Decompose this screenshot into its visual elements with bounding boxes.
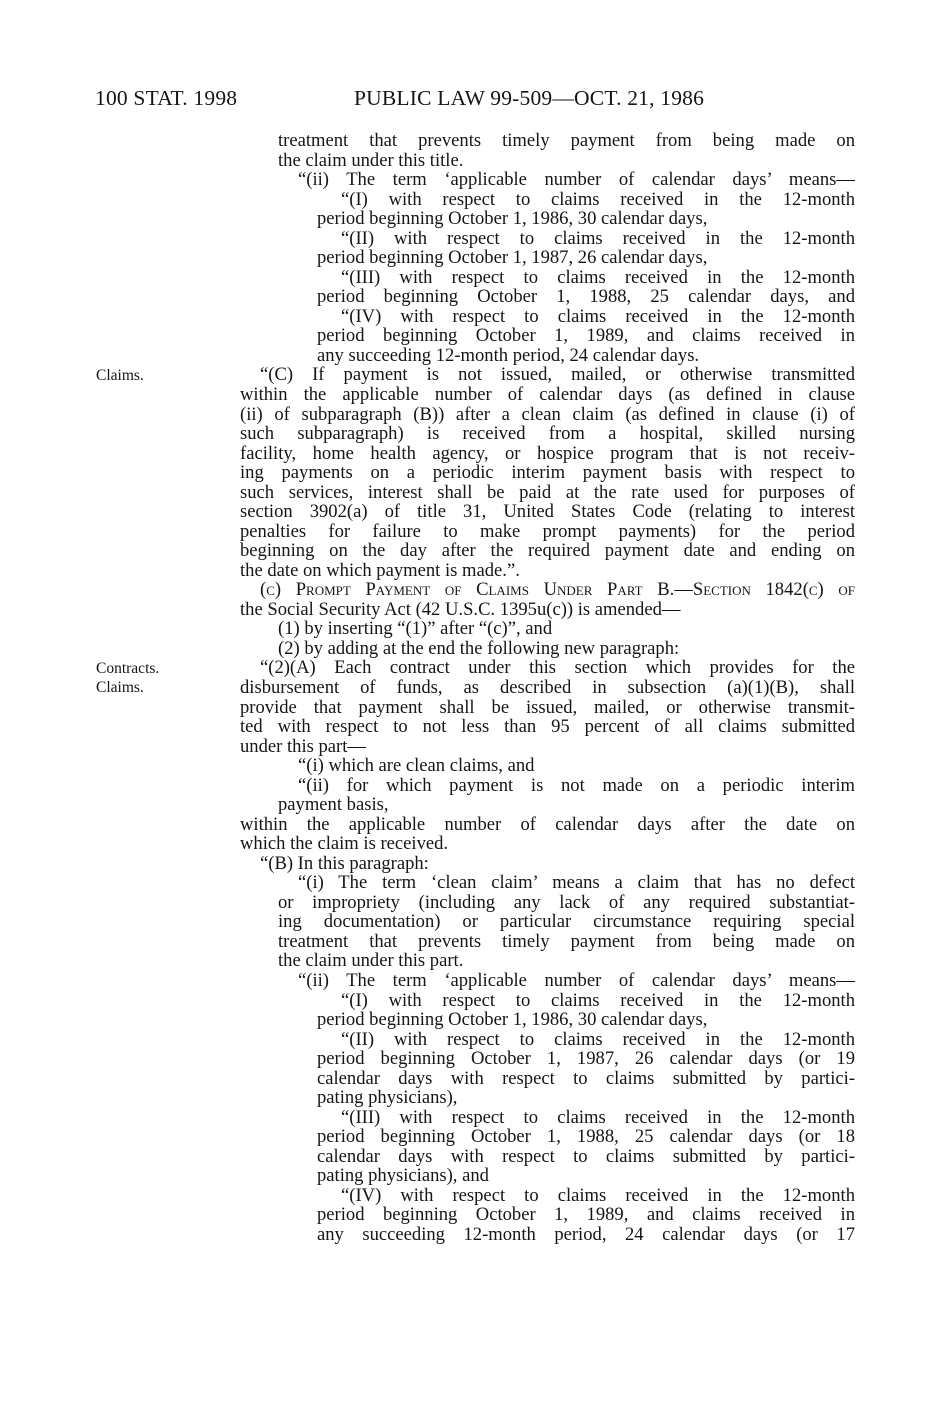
body-line: period beginning October 1, 1989, and claims received in xyxy=(317,325,855,346)
body-line: such services, interest shall be paid at the rate used for purposes of xyxy=(240,482,855,503)
body-line: beginning on the day after the required payment date and ending on xyxy=(240,540,855,561)
margin-note-contracts: Contracts. xyxy=(96,660,160,677)
body-line: “(i) which are clean claims, and xyxy=(298,755,535,776)
body-line: the Social Security Act (42 U.S.C. 1395u(c)) is amended— xyxy=(240,599,681,620)
body-line: calendar days with respect to claims submitted by partici- xyxy=(317,1068,855,1089)
body-line: treatment that prevents timely payment from being made on xyxy=(278,931,855,952)
body-line: such subparagraph) is received from a hospital, skilled nursing xyxy=(240,423,855,444)
body-line: calendar days with respect to claims submitted by partici- xyxy=(317,1146,855,1167)
body-line: “(i) The term ‘clean claim’ means a claim that has no defect xyxy=(298,872,855,893)
body-line: “(II) with respect to claims received in the 12-month xyxy=(341,228,855,249)
body-line: treatment that prevents timely payment from being made on xyxy=(278,130,855,151)
body-line: (1) by inserting “(1)” after “(c)”, and xyxy=(278,618,553,639)
section-heading: (c) Prompt Payment of Claims Under Part B.—Section 1842(c) of xyxy=(260,579,855,600)
body-line: “(I) with respect to claims received in the 12-month xyxy=(341,990,855,1011)
body-line: “(III) with respect to claims received in the 12-month xyxy=(341,267,855,288)
body-line: ing payments on a periodic interim payment basis with respect to xyxy=(240,462,855,483)
page-citation: 100 STAT. 1998 xyxy=(95,86,238,110)
body-line: the date on which payment is made.”. xyxy=(240,560,520,581)
body-line: (2) by adding at the end the following new paragraph: xyxy=(278,638,680,659)
body-line: provide that payment shall be issued, mailed, or otherwise transmit- xyxy=(240,697,855,718)
body-line: “(IV) with respect to claims received in the 12-month xyxy=(341,306,855,327)
body-line: pating physicians), and xyxy=(317,1165,489,1186)
body-line: penalties for failure to make prompt payments) for the period xyxy=(240,521,855,542)
body-line: “(ii) for which payment is not made on a periodic interim xyxy=(298,775,855,796)
body-line: or impropriety (including any lack of any required substantiat- xyxy=(278,892,855,913)
body-line: “(B) In this paragraph: xyxy=(260,853,429,874)
body-line: period beginning October 1, 1989, and claims received in xyxy=(317,1204,855,1225)
body-line: “(III) with respect to claims received in the 12-month xyxy=(341,1107,855,1128)
body-line: under this part— xyxy=(240,736,366,757)
body-line: period beginning October 1, 1988, 25 calendar days (or 18 xyxy=(317,1126,855,1147)
body-line: within the applicable number of calendar days (as defined in clause xyxy=(240,384,855,405)
body-line: period beginning October 1, 1986, 30 calendar days, xyxy=(317,208,708,229)
body-line: payment basis, xyxy=(278,794,389,815)
body-line: period beginning October 1, 1986, 30 calendar days, xyxy=(317,1009,708,1030)
body-line: any succeeding 12-month period, 24 calendar days. xyxy=(317,345,700,366)
body-line: “(ii) The term ‘applicable number of calendar days’ means— xyxy=(298,970,855,991)
body-line: ing documentation) or particular circumstance requiring special xyxy=(278,911,855,932)
body-line: (ii) of subparagraph (B)) after a clean claim (as defined in clause (i) of xyxy=(240,404,855,425)
body-line: section 3902(a) of title 31, United States Code (relating to interest xyxy=(240,501,855,522)
margin-note-claims: Claims. xyxy=(96,367,144,384)
body-line: “(2)(A) Each contract under this section which provides for the xyxy=(260,657,855,678)
law-title-date: PUBLIC LAW 99-509—OCT. 21, 1986 xyxy=(354,86,705,110)
body-line: disbursement of funds, as described in subsection (a)(1)(B), shall xyxy=(240,677,855,698)
body-line: period beginning October 1, 1987, 26 calendar days, xyxy=(317,247,708,268)
margin-note-claims: Claims. xyxy=(96,679,144,696)
body-line: “(I) with respect to claims received in the 12-month xyxy=(341,189,855,210)
body-line: period beginning October 1, 1988, 25 calendar days, and xyxy=(317,286,855,307)
body-line: “(IV) with respect to claims received in the 12-month xyxy=(341,1185,855,1206)
body-line: “(C) If payment is not issued, mailed, or otherwise transmitted xyxy=(260,364,855,385)
body-line: facility, home health agency, or hospice program that is not receiv- xyxy=(240,443,855,464)
body-line: period beginning October 1, 1987, 26 calendar days (or 19 xyxy=(317,1048,855,1069)
body-line: any succeeding 12-month period, 24 calendar days (or 17 xyxy=(317,1224,855,1245)
body-line: which the claim is received. xyxy=(240,833,449,854)
body-line: within the applicable number of calendar days after the date on xyxy=(240,814,855,835)
body-line: pating physicians), xyxy=(317,1087,458,1108)
body-line: the claim under this part. xyxy=(278,950,464,971)
body-line: “(ii) The term ‘applicable number of calendar days’ means— xyxy=(298,169,855,190)
body-line: “(II) with respect to claims received in the 12-month xyxy=(341,1029,855,1050)
body-line: the claim under this title. xyxy=(278,150,464,171)
body-line: ted with respect to not less than 95 percent of all claims submitted xyxy=(240,716,855,737)
